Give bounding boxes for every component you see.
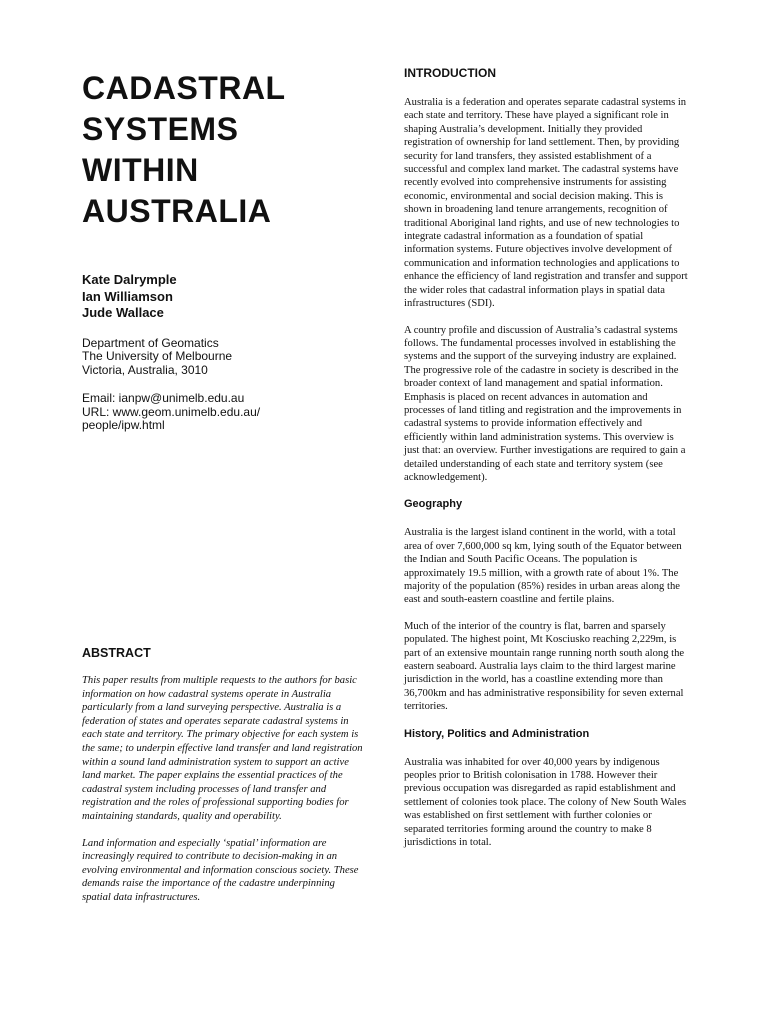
author-name: Ian Williamson [82, 288, 173, 304]
affiliation-line: Department of Geomatics [82, 335, 219, 350]
title-line: AUSTRALIA [82, 193, 272, 229]
abstract-body [82, 674, 364, 918]
title-line: WITHIN [82, 152, 199, 188]
title-line: CADASTRAL [82, 70, 286, 106]
affiliation [82, 337, 362, 378]
geography-paragraph: Much of the interior of the country is flat, barren and sparsely populated. The highest point, Mt Kosciusko reaching 2,229m, is part of an extensive mountain range running north south along the eastern seaboard. Australia lays claim to the third largest marine jurisdiction in the world, has a coastline extending more than 36,700km and has administrative responsibility for seven external territories. [404, 620, 685, 713]
url-line-continued: people/ipw.html [82, 418, 165, 433]
affiliation-line: The University of Melbourne [82, 349, 233, 364]
introduction-heading: INTRODUCTION [404, 66, 496, 80]
introduction-paragraph: A country profile and discussion of Australia’s cadastral systems follows. The fundamental processes involved in establishing the systems and the support of the surveying industry are explained. The progressive role of the cadastre in society is described in the broader context of land management and spatial information. Emphasis is placed on recent advances in automation and processes of land titling and registration and the improvements in cadastral systems to provide information effectively and efficiently within land administration systems. This overview is just that: an overview. Further investigations are required to gain a detailed understanding of each state and territory system (see acknowledgement). [404, 324, 686, 483]
author-list [82, 272, 362, 322]
abstract-heading: ABSTRACT [82, 646, 151, 660]
title-line: SYSTEMS [82, 111, 239, 147]
abstract-paragraph: This paper results from multiple requests to the authors for basic information on how cadastral systems operate in Australia particularly from a land surveying perspective. Australia is a federation of states and operates separate cadastral systems in each state and territory. The primary objective for each system is the same; to underpin effective land transfer and land registration within a sound land administration system to support an active land market. The paper explains the essential practices of the cadastral system including processes of land transfer and registration and the roles of professional supporting bodies for maintaining standards, quality and operability. [82, 675, 363, 822]
history-heading: History, Politics and Administration [404, 727, 590, 740]
title-block [82, 68, 362, 433]
contact-info [82, 392, 362, 433]
abstract-paragraph: Land information and especially ‘spatial’ information are increasingly required to contribute to decision-making in an evolving environmental and information conscious society. These demands raise the importance of the cadastre underpinning spatial data infrastructures. [82, 837, 359, 903]
body-column [404, 66, 688, 850]
author-name: Kate Dalrymple [82, 272, 177, 287]
url-line: URL: www.geom.unimelb.edu.au/ [82, 404, 261, 419]
geography-heading: Geography [404, 498, 463, 511]
introduction-paragraph: Australia is a federation and operates separate cadastral systems in each state and territory. These have played a significant role in shaping Australia’s development. Initially they provided registration of ownership for land settlement. Then, by providing security for land transfers, they assisted establishment of a successful and complex land market. The cadastral systems have recently evolved into comprehensive instruments for assisting economic, environmental and social decision making. This is shown in broadening land tenure arrangements, recognition of traditional Aboriginal land rights, and use of new technologies to integrate cadastral information as a foundation of spatial information systems. Future objectives involve development of communication and information technologies and applications to enhance the efficiency of land registration and transfer and support the wider roles that cadastral information plays in spatial data infrastructures (SDI). [404, 97, 688, 310]
history-paragraph: Australia was inhabited for over 40,000 years by indigenous peoples prior to British colonisation in 1788. However their previous occupation was disregarded as rapid establishment and settlement of colonies took place. The colony of New South Wales was established on first settlement with further colonies or separated territories forming around the country to make 8 jurisdictions in total. [404, 756, 687, 849]
affiliation-line: Victoria, Australia, 3010 [82, 363, 208, 378]
paper-title [82, 68, 362, 232]
author-name: Jude Wallace [82, 305, 164, 320]
geography-paragraph: Australia is the largest island continent in the world, with a total area of over 7,600,000 sq km, lying south of the Equator between the Indian and South Pacific Oceans. The population is approximately 19.5 million, with a growth rate of about 1%. The majority of the population (85%) resides in urban areas along the east and south-eastern coastline and fertile plains. [404, 527, 682, 606]
email-line: Email: ianpw@unimelb.edu.au [82, 390, 245, 405]
